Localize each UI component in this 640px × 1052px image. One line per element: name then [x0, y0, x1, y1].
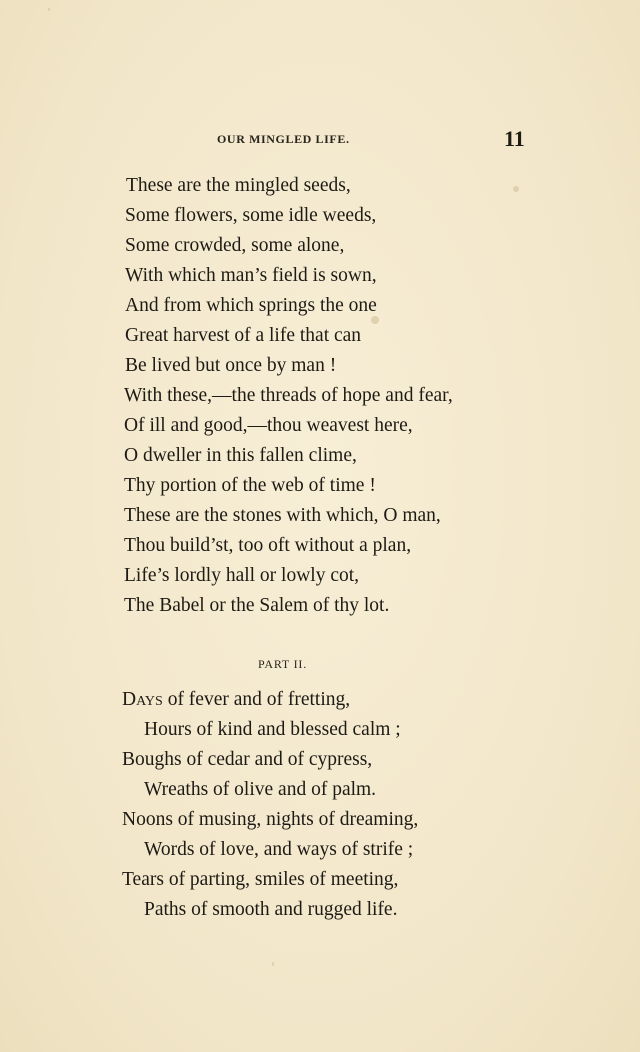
poem-line: Paths of smooth and rugged life. — [144, 899, 398, 920]
poem-line: With these,—the threads of hope and fear, — [124, 385, 453, 406]
poem-line: These are the mingled seeds, — [126, 175, 351, 196]
poem-line-first — [122, 688, 350, 712]
paper-speck — [272, 962, 274, 966]
poem-line: Boughs of cedar and of cypress, — [122, 749, 373, 770]
poem-line: Hours of kind and blessed calm ; — [144, 719, 401, 740]
poem-line: Be lived but once by man ! — [125, 355, 337, 376]
poem-line: The Babel or the Salem of thy lot. — [124, 595, 390, 616]
running-head — [0, 126, 640, 152]
poem-line: With which man’s field is sown, — [125, 265, 377, 286]
poem-line: Thou build’st, too oft without a plan, — [124, 535, 412, 556]
running-title: OUR MINGLED LIFE. — [217, 132, 350, 146]
poem-line: Words of love, and ways of strife ; — [144, 839, 414, 860]
poem-line: Tears of parting, smiles of meeting, — [122, 869, 399, 890]
poem-line: O dweller in this fallen clime, — [124, 445, 357, 466]
poem-line: And from which springs the one — [125, 295, 377, 316]
poem-line: Some crowded, some alone, — [125, 235, 345, 256]
paper-speck — [48, 8, 50, 11]
poem-line: Of ill and good,—thou weavest here, — [124, 415, 413, 436]
first-line-rest: of fever and of fretting, — [162, 689, 351, 710]
poem-line: Thy portion of the web of time ! — [124, 475, 376, 496]
poem-line: These are the stones with which, O man, — [124, 505, 441, 526]
poem-line: Some flowers, some idle weeds, — [125, 205, 377, 226]
poem-line: Noons of musing, nights of dreaming, — [122, 809, 419, 830]
poem-line: Wreaths of olive and of palm. — [144, 779, 377, 800]
first-word-small-caps: Days — [122, 689, 163, 710]
poem-line: Great harvest of a life that can — [125, 325, 362, 346]
poem-line: Life’s lordly hall or lowly cot, — [124, 565, 360, 586]
paper-speck — [513, 186, 519, 192]
page-number: 11 — [504, 126, 525, 151]
part-heading: PART II. — [258, 657, 308, 671]
